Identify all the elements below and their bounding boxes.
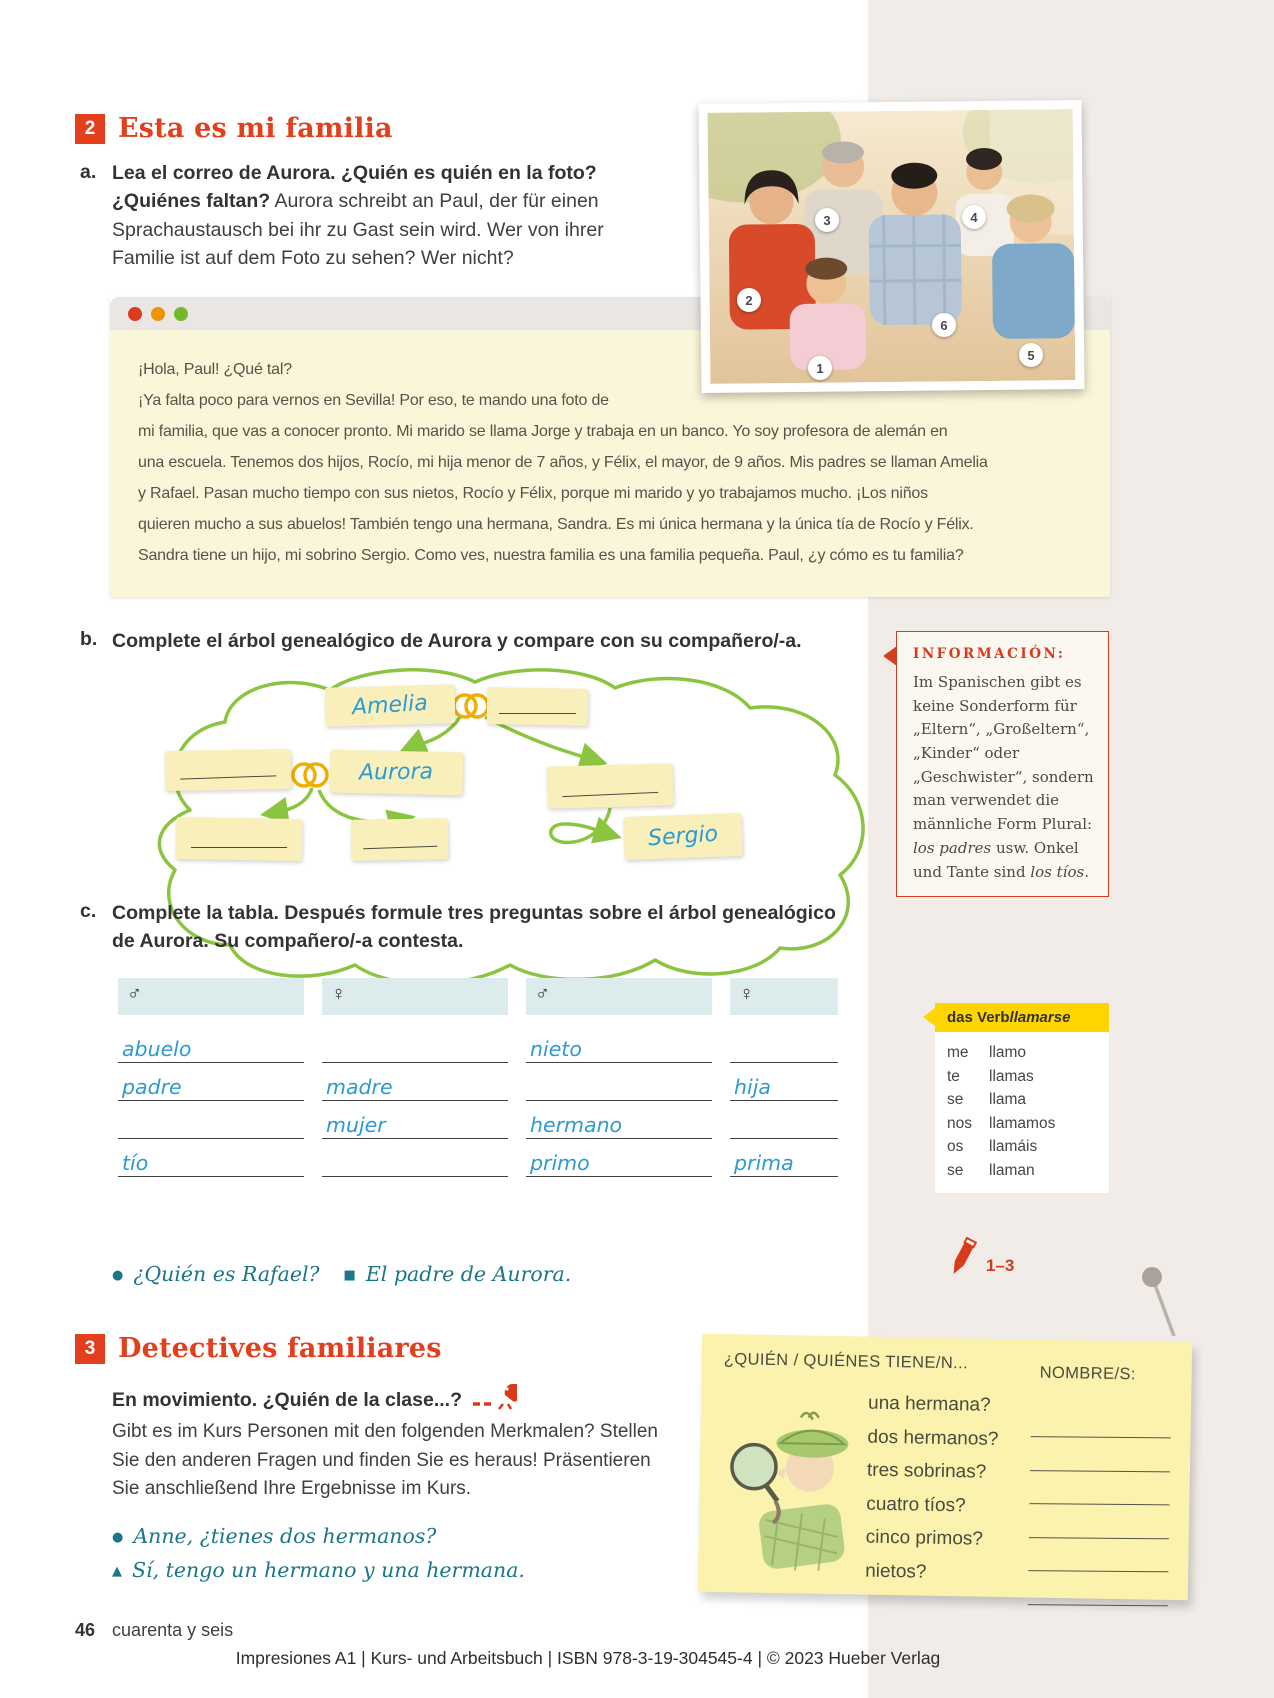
section-2-header [75,113,393,144]
tree-note-child1-blank[interactable] [176,817,303,861]
verb-form: llama [989,1091,1027,1108]
exercise-c-label: c. [80,900,97,922]
pronoun: te [947,1067,960,1085]
table-cell[interactable] [730,1063,838,1101]
info-italic-los-tios: los tíos [1030,862,1085,881]
tree-note-grandmother [325,684,456,726]
handwritten-entry: hija [734,1075,771,1099]
exercise-b-label: b. [80,628,98,650]
note-items [865,1387,999,1590]
dialogue-question: ¿Quién es Rafael? [133,1262,320,1286]
detective-note [698,1334,1192,1601]
blank-line[interactable] [1028,1537,1168,1572]
note-header-names: NOMBRE/S: [1039,1363,1137,1384]
verb-form: llamamos [989,1114,1056,1132]
tree-name-aurora: Aurora [359,759,434,786]
handwritten-entry: hermano [530,1113,623,1137]
tree-note-nephew [623,813,742,860]
photo-badge-6: 6 [932,313,956,337]
table-cell[interactable] [730,1139,838,1177]
llamarse-header [935,1003,1109,1032]
pronoun: os [947,1138,964,1155]
dialogue-text: Anne, ¿tienes dos hermanos? [133,1524,437,1548]
llamarse-body [935,1032,1109,1193]
info-italic-los-padres: los padres [913,838,992,857]
dialogue-text: Sí, tengo un hermano y una hermana. [132,1558,525,1582]
table-cell[interactable] [322,1063,508,1101]
handwritten-entry: nieto [530,1037,582,1061]
blank-line[interactable] [1029,1504,1169,1539]
table-header-male: ♂ [526,978,712,1015]
section3-instructions: Gibt es im Kurs Personen mit den folgenden Merkmalen? Stellen Sie den anderen Fragen und finden Sie es heraus! Präsentieren Sie anschließend Ihre Ergebnisse im Kurs. [112,1421,658,1499]
verb-form: llaman [989,1161,1035,1179]
window-close-dot[interactable] [128,307,142,321]
handwritten-entry: prima [734,1151,794,1175]
section3-subtitle: En movimiento. ¿Quién de la clase...? [112,1389,463,1411]
tree-note-father-blank[interactable] [165,749,292,791]
pronoun: nos [947,1114,972,1132]
page-number-word: cuarenta y seis [112,1620,234,1640]
workbook-reference [944,1234,1024,1289]
table-cell[interactable] [322,1025,508,1063]
blank-line[interactable] [362,830,436,849]
email-line: Sandra tiene un hijo, mi sobrino Sergio. Como ves, nuestra familia es una familia pequeña. Paul, ¿y cómo es tu familia? [138,547,964,564]
blank-line[interactable] [191,831,287,848]
section-3-header [75,1333,442,1364]
note-item: una hermana? [867,1392,991,1416]
email-line: y Rafael. Pasan mucho tiempo con sus nietos, Rocío y Félix, porque mi marido y yo trabajamos mucho. ¡Los niños [138,485,928,502]
info-text-part: . [1084,862,1089,881]
pronoun: se [947,1161,964,1179]
photo-badge-5: 5 [1019,343,1043,367]
blank-line[interactable] [562,775,658,796]
triangle-icon: ▲ [112,1564,122,1579]
table-cell[interactable] [730,1025,838,1063]
note-item: nietos? [864,1560,927,1583]
exercise-a-instructions: Aurora schreibt an Paul, der für einen Sprachaustausch bei ihr zu Gast sein wird. Wer von ihrer Familie ist auf dem Foto zu sehen? Wer nicht? [112,190,604,269]
info-title: INFORMACIÓN: [913,646,1066,662]
section-title: Detectives familiares [118,1333,442,1364]
photo-badge-1: 1 [808,356,832,380]
informacion-box [896,631,1109,897]
detective-illustration [722,1404,875,1572]
table-cell[interactable] [322,1101,508,1139]
exercise-c-title: Complete la tabla. Después formule tres preguntas sobre el árbol genealógico de Aurora. Su compañero/-a contesta. [112,902,836,952]
section3-subtitle-row [112,1384,672,1414]
section-title: Esta es mi familia [118,113,393,144]
table-header-male: ♂ [118,978,304,1015]
note-answer-lines [1028,1402,1171,1605]
tree-note-mother [330,750,464,796]
handwritten-entry: abuelo [122,1037,192,1061]
tree-note-grandfather-blank[interactable] [487,687,589,726]
running-figure-icon [471,1384,517,1410]
llamarse-grammar-box [935,1003,1109,1193]
window-zoom-dot[interactable] [174,307,188,321]
info-text-part: Im Spanischen gibt es keine Sonderform für „Eltern“, „Großeltern“, „Kinder“ oder „Geschwister“, sondern man verwendet die männliche Form Plural: [913,673,1094,834]
section-number-badge: 2 [75,114,105,144]
exercise-a-question: Lea el correo de Aurora. ¿Quién es quién en la foto? ¿Quiénes faltan? [112,162,597,213]
yellow-notch-icon [923,1008,935,1026]
verb-form: llamo [989,1044,1027,1061]
pronoun: me [947,1044,969,1061]
table-cell[interactable] [118,1101,304,1139]
handwritten-entry: tío [122,1151,149,1175]
blank-line[interactable] [1031,1403,1171,1438]
tree-name-sergio: Sergio [647,821,719,852]
blank-line[interactable] [1028,1571,1168,1606]
section3-dialogue-q [112,1524,436,1548]
pencil-icon [944,1234,980,1282]
email-line: mi familia, que vas a conocer pronto. Mi marido se llama Jorge y trabaja en un banco. Yo soy profesora de alemán en [138,423,948,440]
tree-note-aunt-blank[interactable] [546,763,673,808]
bullet-icon: ● [112,1268,124,1283]
tree-note-child2-blank[interactable] [351,818,449,861]
square-icon: ■ [343,1268,356,1283]
exercise-a-text [112,159,668,272]
handwritten-entry: mujer [326,1113,386,1137]
blank-line[interactable] [1030,1470,1170,1505]
blank-line[interactable] [180,760,276,780]
page-number-row [75,1620,233,1641]
table-cell[interactable] [118,1025,304,1063]
imprint-line: Impresiones A1 | Kurs- und Arbeitsbuch | ISBN 978-3-19-304545-4 | © 2023 Hueber Verlag [235,1648,941,1668]
photo-badge-3: 3 [815,208,839,232]
workbook-ref-label: 1–3 [986,1256,1015,1275]
example-dialogue-c [112,1262,571,1286]
window-minimize-dot[interactable] [151,307,165,321]
info-text [913,671,1095,884]
photo-badge-4: 4 [962,205,986,229]
blank-line[interactable] [1030,1437,1170,1472]
section3-dialogue-a [112,1558,525,1582]
table-cell[interactable] [526,1063,712,1101]
table-header-female: ♀ [730,978,838,1015]
table-cell[interactable] [322,1139,508,1177]
email-line: ¡Hola, Paul! ¿Qué tal? [138,361,292,378]
verb-form: llamas [989,1067,1034,1085]
table-cell[interactable] [118,1139,304,1177]
info-arrow-icon [883,646,897,666]
table-cell[interactable] [526,1101,712,1139]
bullet-icon: ● [112,1530,124,1545]
family-photo-illustration [708,109,1076,384]
email-line: quieren mucho a sus abuelos! También tengo una hermana, Sandra. Es mi única hermana y la única tía de Rocío y Félix. [138,516,974,533]
email-line: ¡Ya falta poco para vernos en Sevilla! Por eso, te mando una foto de [138,392,609,409]
pronoun: se [947,1091,964,1108]
exercise-a-label: a. [80,161,97,183]
llamarse-title-prefix: das Verb [947,1009,1010,1026]
page-number: 46 [75,1620,96,1640]
note-item: cuatro tíos? [866,1493,966,1516]
blank-line[interactable] [499,699,576,714]
tree-name-amelia: Amelia [351,690,429,721]
table-cell[interactable] [730,1101,838,1139]
note-item: cinco primos? [865,1526,984,1550]
table-cell[interactable] [526,1025,712,1063]
dialogue-answer: El padre de Aurora. [365,1262,572,1286]
note-header-question: ¿QUIÉN / QUIÉNES TIENE/N... [723,1350,969,1373]
note-item: tres sobrinas? [866,1459,987,1483]
handwritten-entry: primo [530,1151,590,1175]
push-pin-icon [1140,1266,1184,1344]
kinship-table [118,978,838,1177]
photo-badge-2: 2 [737,288,761,312]
table-cell[interactable] [118,1063,304,1101]
table-cell[interactable] [526,1139,712,1177]
handwritten-entry: padre [122,1075,182,1099]
verb-form: llamáis [989,1138,1038,1155]
section-number-badge: 3 [75,1334,105,1364]
handwritten-entry: madre [326,1075,393,1099]
table-header-female: ♀ [322,978,508,1015]
llamarse-title-verb: llamarse [1009,1009,1071,1026]
email-line: una escuela. Tenemos dos hijos, Rocío, mi hija menor de 7 años, y Félix, el mayor, de 9 años. Mis padres se llaman Amelia [138,454,988,471]
exercise-b-title: Complete el árbol genealógico de Aurora y compare con su compañero/-a. [112,630,802,652]
info-text-part: usw. Onkel und Tante sind [913,838,1079,881]
note-item: dos hermanos? [867,1426,999,1450]
